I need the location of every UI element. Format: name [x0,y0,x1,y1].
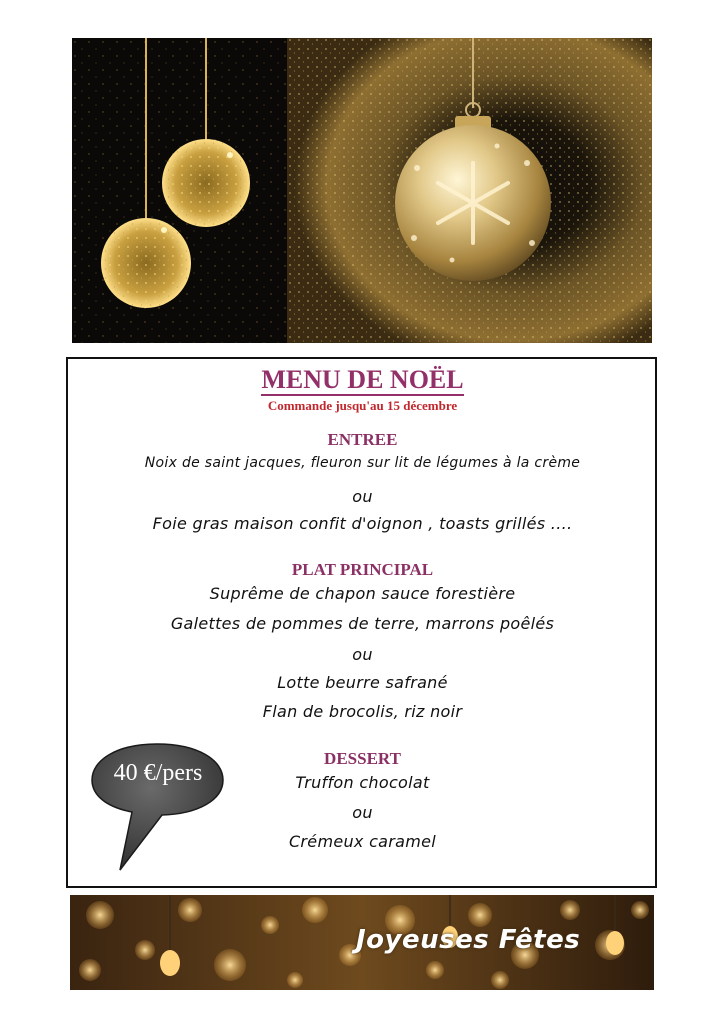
dish-item: Lotte beurre safrané [277,673,448,692]
dish-separator: ou [352,803,373,822]
dish-item: Flan de brocolis, riz noir [262,702,463,721]
dish-separator: ou [352,645,373,664]
dish-item: Foie gras maison confit d'oignon , toasts grillés .... [152,514,573,533]
dish-item: Crémeux caramel [288,832,437,851]
dish-item: Suprême de chapon sauce forestière [209,584,516,603]
christmas-baubles-image [72,38,652,343]
section-heading-plat: PLAT PRINCIPAL [291,560,434,579]
dish-item: Galettes de pommes de terre, marrons poêlés [170,614,555,633]
menu-title [0,365,725,395]
menu-title-text: MENU DE NOËL [261,365,464,394]
dish-separator: ou [352,487,373,506]
price-label: 40 €/pers [113,760,203,786]
order-deadline: Commande jusqu'au 15 décembre [267,398,458,413]
section-heading-dessert: DESSERT [324,749,401,768]
greeting-text: Joyeuses Fêtes [356,925,581,955]
section-heading-entree: ENTREE [327,430,398,449]
dish-item: Noix de saint jacques, fleuron sur lit de légumes à la crème [144,455,581,471]
dish-item: Truffon chocolat [295,773,430,792]
